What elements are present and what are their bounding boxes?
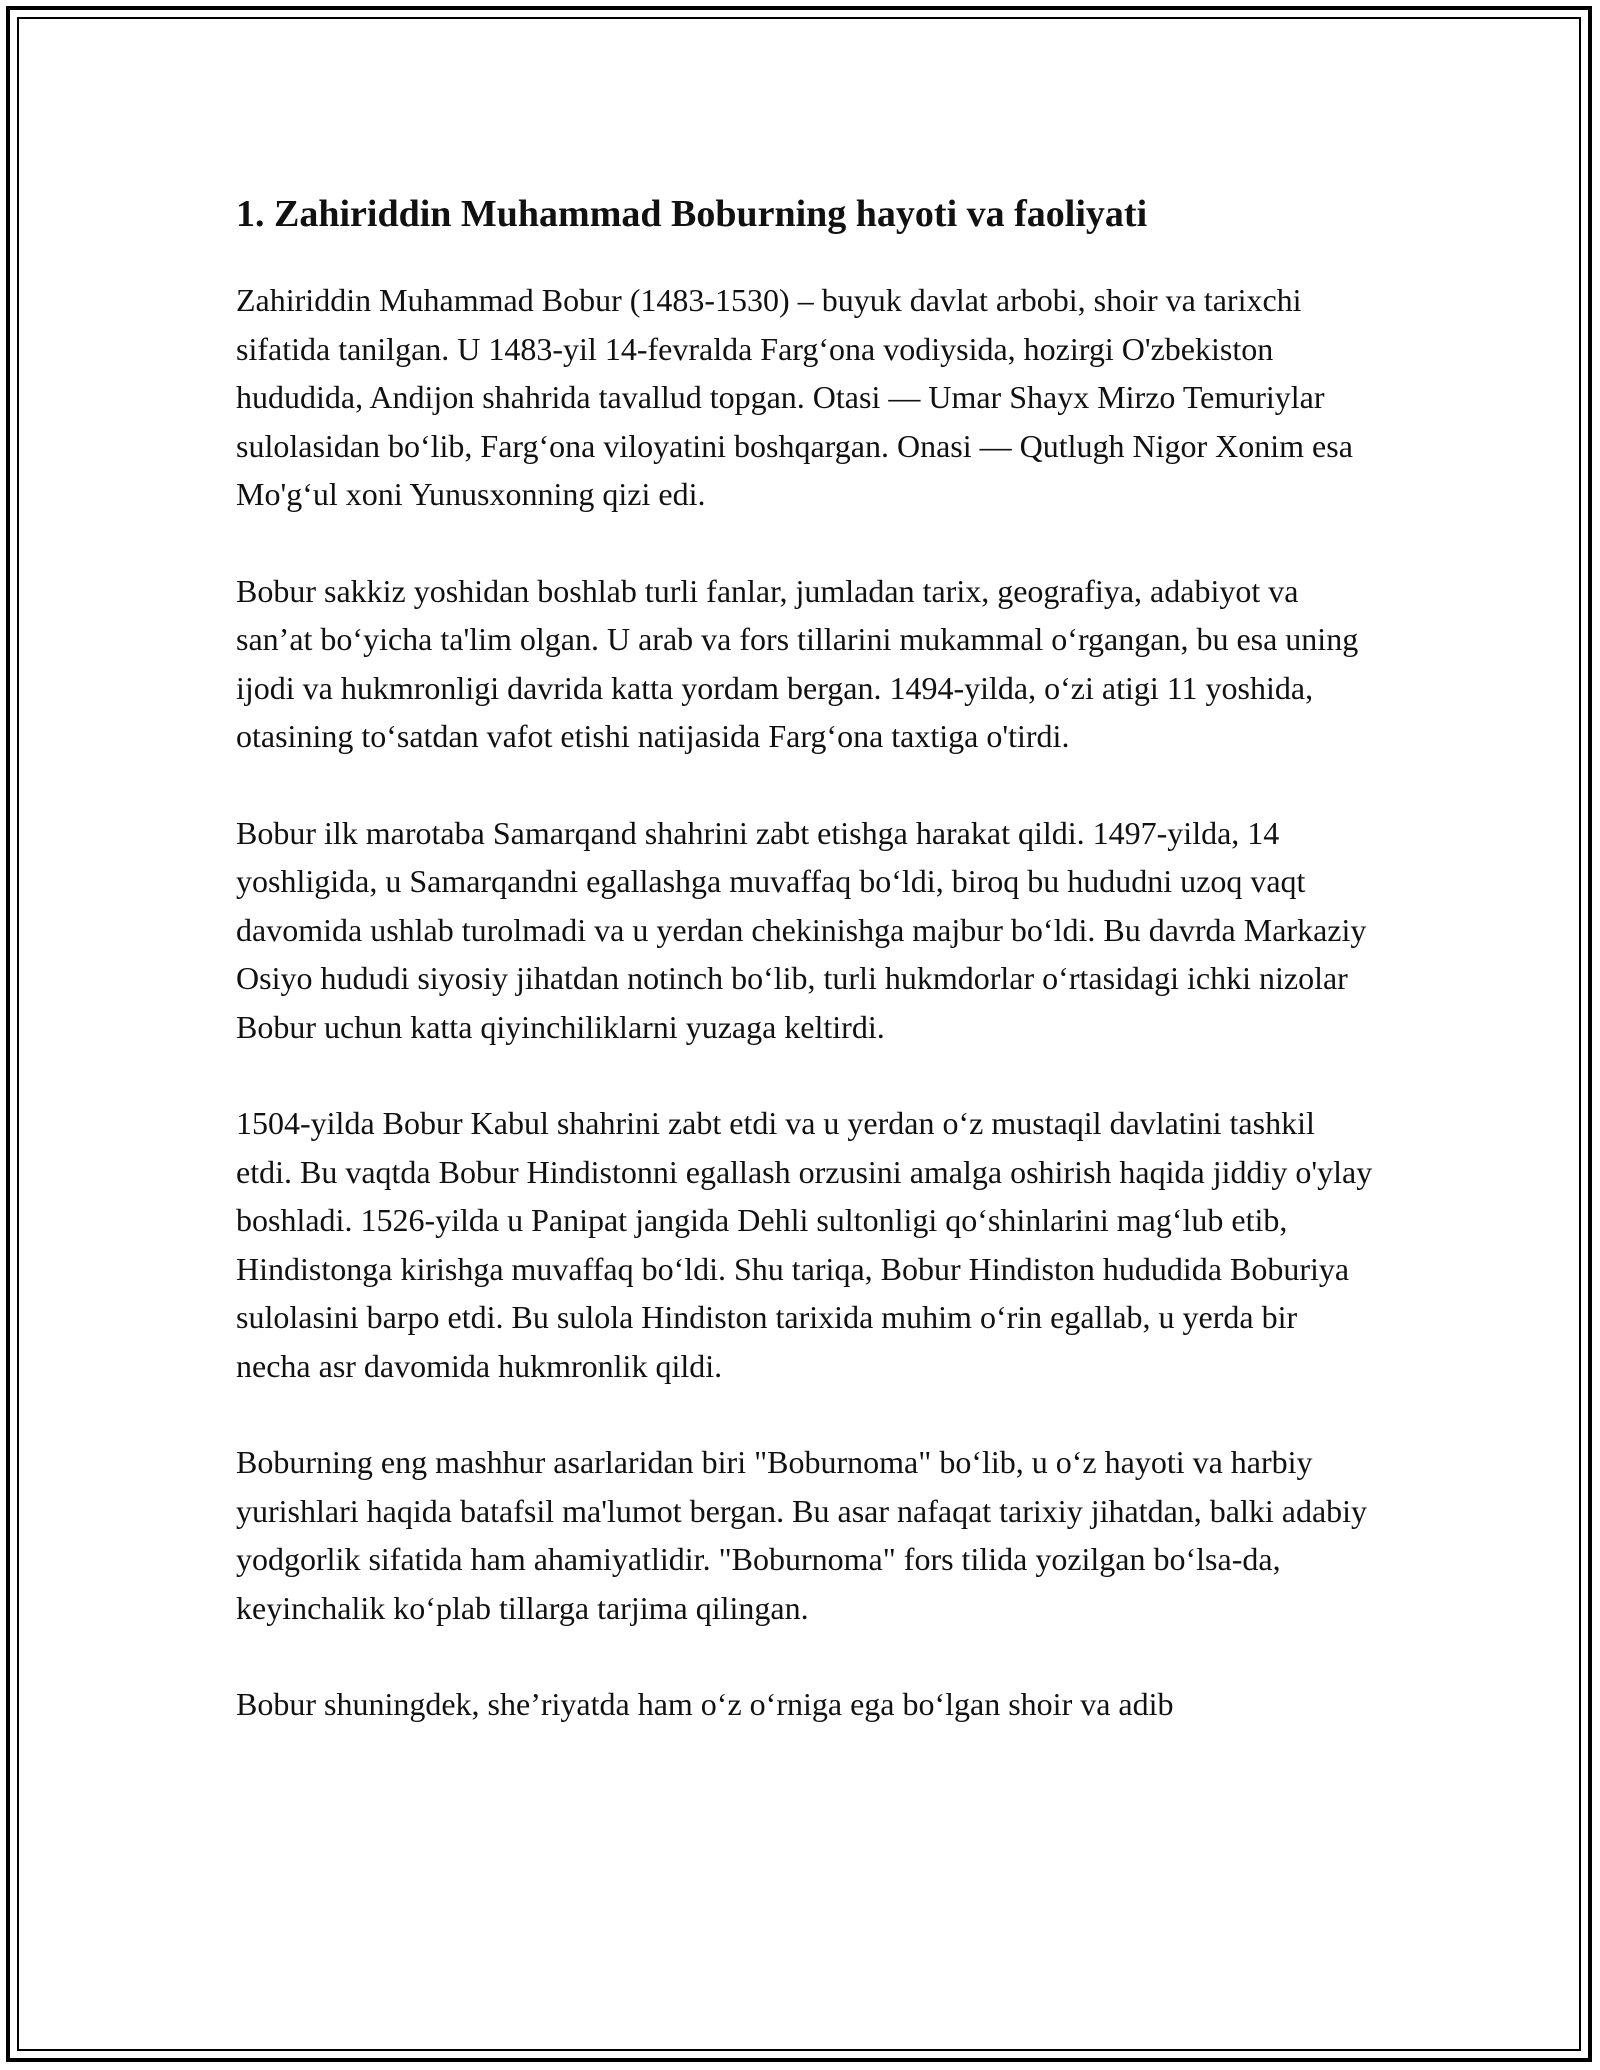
paragraph-samarkand: Bobur ilk marotaba Samarqand shahrini zabt etishga harakat qildi. 1497-yilda, 14 yoshligida, u Samarqandni egallashga muvaffaq bo‘ldi, biroq bu hududni uzoq vaqt davomida ushlab turolmadi va u yerdan chekinishga majbur bo‘ldi. Bu davrda Markaziy Osiyo hududi siyosiy jihatdan notinch bo‘lib, turli hukmdorlar o‘rtasidagi ichki nizolar Bobur uchun katta qiyinchiliklarni yuzaga keltirdi. bbox=[236, 814, 1367, 1045]
document-body bbox=[236, 186, 1376, 1777]
paragraph-boburnoma: Boburning eng mashhur asarlaridan biri "Boburnoma" bo‘lib, u o‘z hayoti va harbiy yurishlari haqida batafsil ma'lumot bergan. Bu asar nafaqat tarixiy jihatdan, balki adabiy yodgorlik sifatida ham ahamiyatlidir. "Boburnoma" fors tilida yozilgan bo‘lsa-da, keyinchalik ko‘plab tillarga tarjima qilingan. bbox=[236, 1444, 1368, 1626]
paragraph-kabul-india: 1504-yilda Bobur Kabul shahrini zabt etdi va u yerdan o‘z mustaqil davlatini tashkil etdi. Bu vaqtda Bobur Hindistonni egallash orzusini amalga oshirish haqida jiddiy o'ylay boshladi. 1526-yilda u Panipat jangida Dehli sultonligi qo‘shinlarini mag‘lub etib, Hindistonga kirishga muvaffaq bo‘ldi. Shu tariqa, Bobur Hindiston hududida Boburiya sulolasini barpo etdi. Bu sulola Hindiston tarixida muhim o‘rin egallab, u yerda bir necha asr davomida hukmronlik qildi. bbox=[236, 1105, 1373, 1384]
paragraph-education: Bobur sakkiz yoshidan boshlab turli fanlar, jumladan tarix, geografiya, adabiyot va san’at bo‘yicha ta'lim olgan. U arab va fors tillarini mukammal o‘rgangan, bu esa uning ijodi va hukmronligi davrida katta yordam bergan. 1494-yilda, o‘zi atigi 11 yoshida, otasining to‘satdan vafot etishi natijasida Farg‘ona taxtiga o'tirdi. bbox=[236, 572, 1359, 754]
section-heading: 1. Zahiriddin Muhammad Boburning hayoti va faoliyati bbox=[236, 193, 1148, 235]
paragraph-poetry: Bobur shuningdek, she’riyatda ham o‘z o‘rniga ega bo‘lgan shoir va adib bbox=[236, 1686, 1174, 1722]
paragraph-birth: Zahiriddin Muhammad Bobur (1483-1530) – buyuk davlat arbobi, shoir va tarixchi sifatida tanilgan. U 1483-yil 14-fevralda Farg‘ona vodiysida, hozirgi O'zbekiston hududida, Andijon shahrida tavallud topgan. Otasi — Umar Shayx Mirzo Temuriylar sulolasidan bo‘lib, Farg‘ona viloyatini boshqargan. Onasi — Qutlugh Nigor Xonim esa Mo'g‘ul xoni Yunusxonning qizi edi. bbox=[236, 282, 1353, 512]
